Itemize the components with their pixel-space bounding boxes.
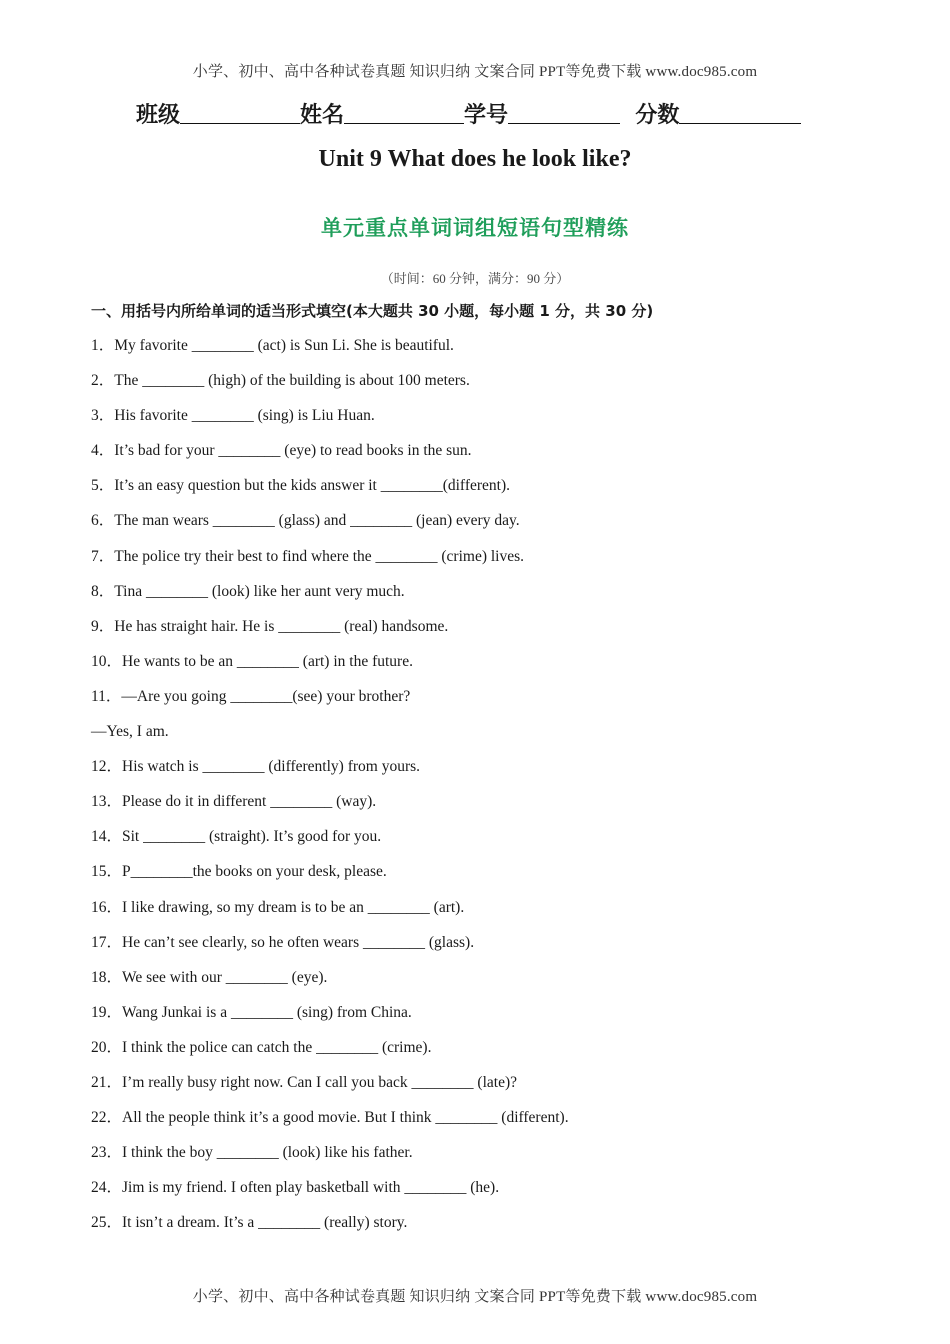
question-item: 23．I think the boy ________ (look) like his father. — [91, 1144, 413, 1162]
question-list — [91, 334, 569, 1246]
number-label: 学号 — [464, 103, 509, 128]
page-header: 小学、初中、高中各种试卷真题 知识归纳 文案合同 PPT等免费下载 www.doc985.com — [192, 64, 758, 80]
question-item: 9．He has straight hair. He is ________ (real) handsome. — [91, 617, 449, 635]
section-heading: 一、用括号内所给单词的适当形式填空(本大题共 30 小题，每小题 1 分，共 30 分) — [91, 302, 654, 320]
question-item: 13．Please do it in different ________ (way). — [91, 793, 377, 811]
question-item: 25．It isn’t a dream. It’s a ________ (really) story. — [91, 1214, 408, 1232]
question-item: 17．He can’t see clearly, so he often wears ________ (glass). — [91, 933, 475, 951]
class-blank[interactable] — [180, 101, 300, 124]
question-item: 11．—Are you going ________(see) your brother? — [91, 687, 411, 705]
student-info-row — [136, 98, 801, 129]
question-item: 4．It’s bad for your ________ (eye) to read books in the sun. — [91, 442, 472, 460]
question-item: 16．I like drawing, so my dream is to be an ________ (art). — [91, 898, 465, 916]
question-item: 18．We see with our ________ (eye). — [91, 968, 328, 986]
question-item: 21．I’m really busy right now. Can I call you back ________ (late)? — [91, 1073, 517, 1091]
question-item: 5．It’s an easy question but the kids answer it ________(different). — [91, 477, 510, 495]
question-item: 24．Jim is my friend. I often play basketball with ________ (he). — [91, 1179, 500, 1197]
question-item: 15．P________the books on your desk, please. — [91, 863, 387, 881]
question-item: 6．The man wears ________ (glass) and ________ (jean) every day. — [91, 512, 520, 530]
question-item: 7．The police try their best to find where the ________ (crime) lives. — [91, 547, 525, 565]
question-item: 10．He wants to be an ________ (art) in the future. — [91, 652, 413, 670]
question-item: 3．His favorite ________ (sing) is Liu Huan. — [91, 407, 375, 425]
question-item: 12．His watch is ________ (differently) from yours. — [91, 758, 421, 776]
page-footer: 小学、初中、高中各种试卷真题 知识归纳 文案合同 PPT等免费下载 www.doc985.com — [192, 1289, 758, 1305]
question-item: 2．The ________ (high) of the building is about 100 meters. — [91, 372, 470, 390]
class-label: 班级 — [136, 103, 181, 128]
score-blank[interactable] — [679, 101, 801, 124]
question-item: 20．I think the police can catch the ________ (crime). — [91, 1038, 432, 1056]
time-note: （时间：60 分钟，满分：90 分） — [380, 271, 570, 286]
answer-line: —Yes, I am. — [91, 723, 169, 741]
name-blank[interactable] — [344, 101, 464, 124]
question-item: 8．Tina ________ (look) like her aunt very much. — [91, 582, 405, 600]
name-label: 姓名 — [300, 103, 345, 128]
number-blank[interactable] — [508, 101, 620, 124]
score-label: 分数 — [635, 103, 680, 128]
question-item: 19．Wang Junkai is a ________ (sing) from China. — [91, 1003, 412, 1021]
question-item: 14．Sit ________ (straight). It’s good for you. — [91, 828, 382, 846]
page-title: Unit 9 What does he look like? — [318, 146, 632, 172]
page-subtitle: 单元重点单词词组短语句型精练 — [321, 216, 629, 240]
question-item: 22．All the people think it’s a good movie. But I think ________ (different). — [91, 1109, 569, 1127]
question-item: 1．My favorite ________ (act) is Sun Li. She is beautiful. — [91, 337, 454, 354]
